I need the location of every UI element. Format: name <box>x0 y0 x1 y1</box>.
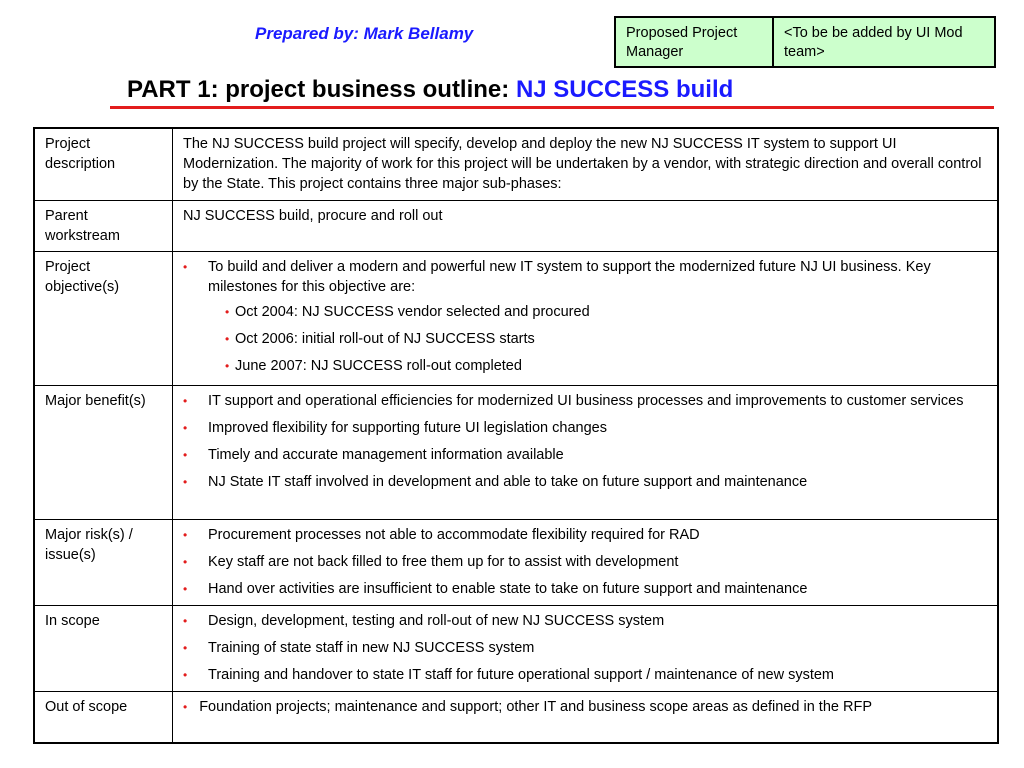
bullet-icon: • <box>183 581 188 596</box>
list-item-text: Key staff are not back filled to free them up for to assist with development <box>208 553 679 570</box>
page-title <box>127 76 733 104</box>
table-row <box>34 519 998 605</box>
pm-label: Proposed Project Manager <box>616 18 774 66</box>
list-item <box>208 356 988 376</box>
row-content <box>173 251 999 385</box>
table-row <box>34 385 998 519</box>
bullet-icon: • <box>183 699 188 714</box>
list-item-text: June 2007: NJ SUCCESS roll-out completed <box>235 357 522 374</box>
list-item <box>183 665 988 685</box>
bullet-icon: • <box>183 554 188 569</box>
list-item <box>183 257 988 376</box>
list-item <box>183 579 988 599</box>
bullet-icon: • <box>183 447 188 462</box>
row-content <box>173 519 999 605</box>
list-item <box>183 418 988 438</box>
bullet-icon: • <box>183 613 188 628</box>
list-item-text: Procurement processes not able to accommodate flexibility required for RAD <box>208 526 700 543</box>
title-main: PART 1: project business outline: <box>127 76 516 103</box>
row-content: NJ SUCCESS build, procure and roll out <box>173 200 999 251</box>
outline-table <box>33 127 999 744</box>
list-item <box>183 391 988 411</box>
list-item-text: Oct 2006: initial roll-out of NJ SUCCESS starts <box>235 330 535 347</box>
pm-value: <To be be added by UI Mod team> <box>784 25 963 60</box>
bullet-icon: • <box>183 474 188 489</box>
list-item <box>183 472 988 492</box>
list-item-text: To build and deliver a modern and powerful new IT system to support the modernized future NJ UI business. Key milestones for this objective are: <box>208 258 931 295</box>
list-item <box>183 638 988 658</box>
bullet-icon: • <box>225 331 230 346</box>
table-row <box>34 200 998 251</box>
table-row <box>34 251 998 385</box>
bullet-icon: • <box>183 640 188 655</box>
row-label: Major benefit(s) <box>34 385 173 519</box>
list-item-text: Timely and accurate management information available <box>208 446 564 463</box>
list-item-text: Oct 2004: NJ SUCCESS vendor selected and procured <box>235 303 590 320</box>
list-item <box>208 329 988 349</box>
title-divider <box>110 106 994 109</box>
row-content <box>173 385 999 519</box>
bullet-icon: • <box>183 393 188 408</box>
project-manager-box <box>614 16 996 68</box>
list-item-text: Improved flexibility for supporting future UI legislation changes <box>208 419 607 436</box>
row-content: The NJ SUCCESS build project will specify, develop and deploy the new NJ SUCCESS IT system to support UI Modernization. The majority of work for this project will be undertaken by a vendor, with strategic direction and overall control by the State. This project contains three major sub-phases: <box>173 128 999 200</box>
bullet-icon: • <box>183 667 188 682</box>
list-item <box>183 697 988 717</box>
prepared-by: Prepared by: Mark Bellamy <box>255 24 474 43</box>
bullet-icon: • <box>183 259 188 274</box>
table-row <box>34 605 998 691</box>
list-item-text: Training of state staff in new NJ SUCCESS system <box>208 639 535 656</box>
list-item-text: Training and handover to state IT staff for future operational support / maintenance of new system <box>208 666 835 683</box>
row-label: Out of scope <box>34 691 173 743</box>
row-content <box>173 691 999 743</box>
row-label: Project description <box>34 128 173 200</box>
list-item <box>183 611 988 631</box>
row-label: In scope <box>34 605 173 691</box>
bullet-icon: • <box>225 304 230 319</box>
table-row <box>34 128 998 200</box>
table-row <box>34 691 998 743</box>
list-item <box>183 445 988 465</box>
list-item <box>208 302 988 322</box>
row-label: Parent workstream <box>34 200 173 251</box>
title-accent: NJ SUCCESS build <box>515 76 734 103</box>
list-item-text: Hand over activities are insufficient to enable state to take on future support and maintenance <box>208 580 808 597</box>
row-label: Major risk(s) / issue(s) <box>34 519 173 605</box>
list-item-text: Foundation projects; maintenance and support; other IT and business scope areas as defined in the RFP <box>199 698 872 715</box>
row-content <box>173 605 999 691</box>
row-label: Project objective(s) <box>34 251 173 385</box>
list-item-text: Design, development, testing and roll-out of new NJ SUCCESS system <box>208 612 665 629</box>
list-item <box>183 525 988 545</box>
list-item-text: IT support and operational efficiencies for modernized UI business processes and improvements to customer services <box>208 392 964 409</box>
bullet-icon: • <box>225 358 230 373</box>
bullet-icon: • <box>183 527 188 542</box>
list-item-text: NJ State IT staff involved in development and able to take on future support and maintenance <box>208 473 808 490</box>
list-item <box>183 552 988 572</box>
bullet-icon: • <box>183 420 188 435</box>
